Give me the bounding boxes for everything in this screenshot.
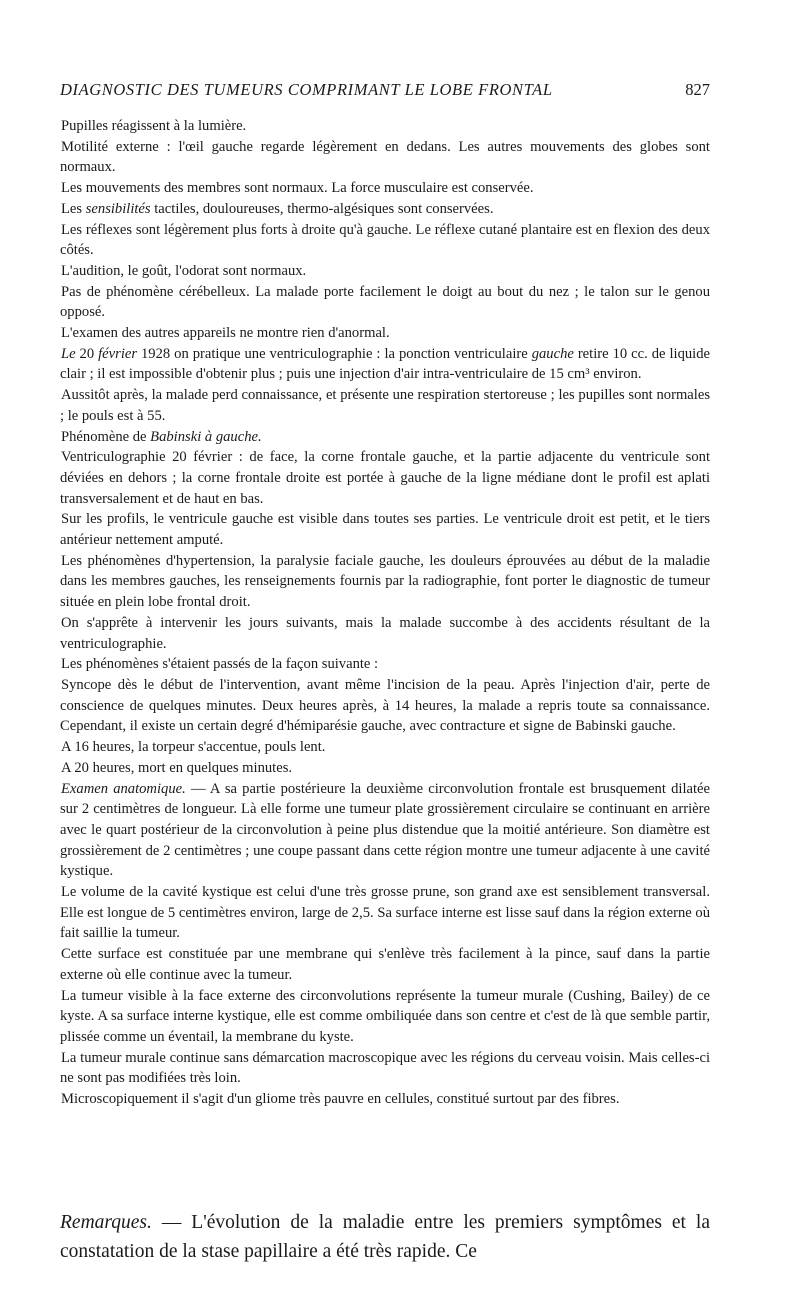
paragraph: Motilité externe : l'œil gauche regarde légèrement en dedans. Les autres mouvements des globes sont normaux. [60, 138, 710, 176]
text-span: Les [61, 200, 86, 217]
paragraph: L'examen des autres appareils ne montre rien d'anormal. [61, 325, 390, 342]
text-span: Phénomène de [61, 428, 151, 445]
running-header [60, 80, 710, 100]
paragraph: Ventriculographie 20 février : de face, la corne frontale gauche, et la partie adjacente du ventricule sont déviées en dehors ; la corne frontale droite est portée à gauche de la ligne médiane dont le profil est aplati transversalement et de haut en bas. [60, 449, 710, 507]
text-span: — A sa partie postérieure la deuxième circonvolution frontale est brusquement dilatée sur 2 centimètres de longueur. Là elle forme une tumeur plate grossièrement circulaire se continuant en arrière avec le quart postérieur de la circonvolution à peine plus distendue que la moitié antérieure. Son diamètre est grossièrement de 2 centimètres ; une coupe passant dans cette région montre une tumeur adjacente à une cavité kystique. [60, 780, 710, 880]
remarques-text: — L'évolution de la maladie entre les premiers symptômes et la constatation de la stase papillaire a été très rapide. Ce [60, 1212, 710, 1262]
remarques-heading: Remarques. [60, 1212, 152, 1233]
paragraph: On s'apprête à intervenir les jours suivants, mais la malade succombe à des accidents résultant de la ventriculographie. [60, 614, 710, 652]
paragraph: A 20 heures, mort en quelques minutes. [61, 759, 293, 776]
paragraph: Les phénomènes d'hypertension, la paralysie faciale gauche, les douleurs éprouvées au début de la maladie dans les membres gauches, les renseignements fournis par la radiographie, font porter le diagnostic de tumeur située en plein lobe frontal droit. [60, 552, 710, 611]
running-title: DIAGNOSTIC DES TUMEURS COMPRIMANT LE LOBE FRONTAL [60, 80, 553, 99]
paragraph: Les phénomènes s'étaient passés de la façon suivante : [61, 656, 379, 673]
paragraph: Syncope dès le début de l'intervention, avant même l'incision de la peau. Après l'injection d'air, perte de conscience de quelques minutes. Deux heures après, à 14 heures, la malade a repris toute sa connaissance. Cependant, il existe un certain degré d'hémiparésie gauche, avec contracture et signe de Babinski gauche. [60, 676, 710, 735]
italic-span: Examen anatomique. [61, 780, 186, 797]
italic-span: Le [61, 345, 76, 362]
paragraph [60, 344, 710, 385]
paragraph [60, 779, 710, 883]
text-span: 20 [75, 345, 99, 362]
paragraph: Microscopiquement il s'agit d'un gliome très pauvre en cellules, constitué surtout par des fibres. [61, 1091, 620, 1108]
paragraph: Les réflexes sont légèrement plus forts à droite qu'à gauche. Le réflexe cutané plantaire est en flexion des deux côtés. [60, 221, 710, 259]
italic-span: gauche [531, 345, 574, 362]
paragraph: Sur les profils, le ventricule gauche est visible dans toutes ses parties. Le ventricule droit est petit, et le tiers antérieur nettement amputé. [60, 511, 710, 549]
text-span: 1928 on pratique une ventriculographie : la ponction ventriculaire [137, 345, 532, 362]
paragraph: Pupilles réagissent à la lumière. [61, 118, 247, 134]
body-text [60, 116, 710, 1110]
paragraph: L'audition, le goût, l'odorat sont normaux. [61, 262, 307, 279]
text-span: retire 10 cc. de liquide clair ; il est impossible d'obtenir plus ; puis une injection d'air intra-ventriculaire de 15 cm³ environ. [60, 345, 710, 383]
page-number: 827 [685, 80, 710, 99]
text-span: tactiles, douloureuses, thermo-algésiques sont conservées. [150, 200, 494, 217]
paragraph: Aussitôt après, la malade perd connaissance, et présente une respiration stertoreuse ; les pupilles sont normales ; le pouls est à 55. [60, 387, 710, 424]
italic-span: sensibilités [85, 200, 151, 217]
paragraph [60, 199, 710, 220]
paragraph: Cette surface est constituée par une membrane qui s'enlève très facilement à la pince, sauf dans la partie externe où elle continue avec la tumeur. [60, 946, 710, 983]
paragraph: La tumeur murale continue sans démarcation macroscopique avec les régions du cerveau voisin. Mais celles-ci ne sont pas modifiées très loin. [60, 1049, 710, 1087]
italic-span: Babinski à gauche. [150, 428, 262, 445]
paragraph: Pas de phénomène cérébelleux. La malade porte facilement le doigt au bout du nez ; le talon sur le genou opposé. [60, 283, 710, 321]
paragraph: A 16 heures, la torpeur s'accentue, pouls lent. [61, 739, 326, 756]
remarques-paragraph [60, 1208, 710, 1266]
italic-span: février [98, 345, 138, 362]
paragraph: Le volume de la cavité kystique est celui d'une très grosse prune, son grand axe est sensiblement transversal. Elle est longue de 5 centimètres environ, large de 2,5. Sa surface interne est lisse sauf dans la région externe où fait saillie la tumeur. [60, 884, 710, 942]
paragraph [60, 427, 710, 448]
paragraph: Les mouvements des membres sont normaux. La force musculaire est conservée. [61, 180, 534, 197]
paragraph: La tumeur visible à la face externe des circonvolutions représente la tumeur murale (Cushing, Bailey) de ce kyste. A sa surface interne kystique, elle est comme ombiliquée dans son centre et c'est de là que semble partir, plissée comme un éventail, la membrane du kyste. [60, 987, 710, 1045]
